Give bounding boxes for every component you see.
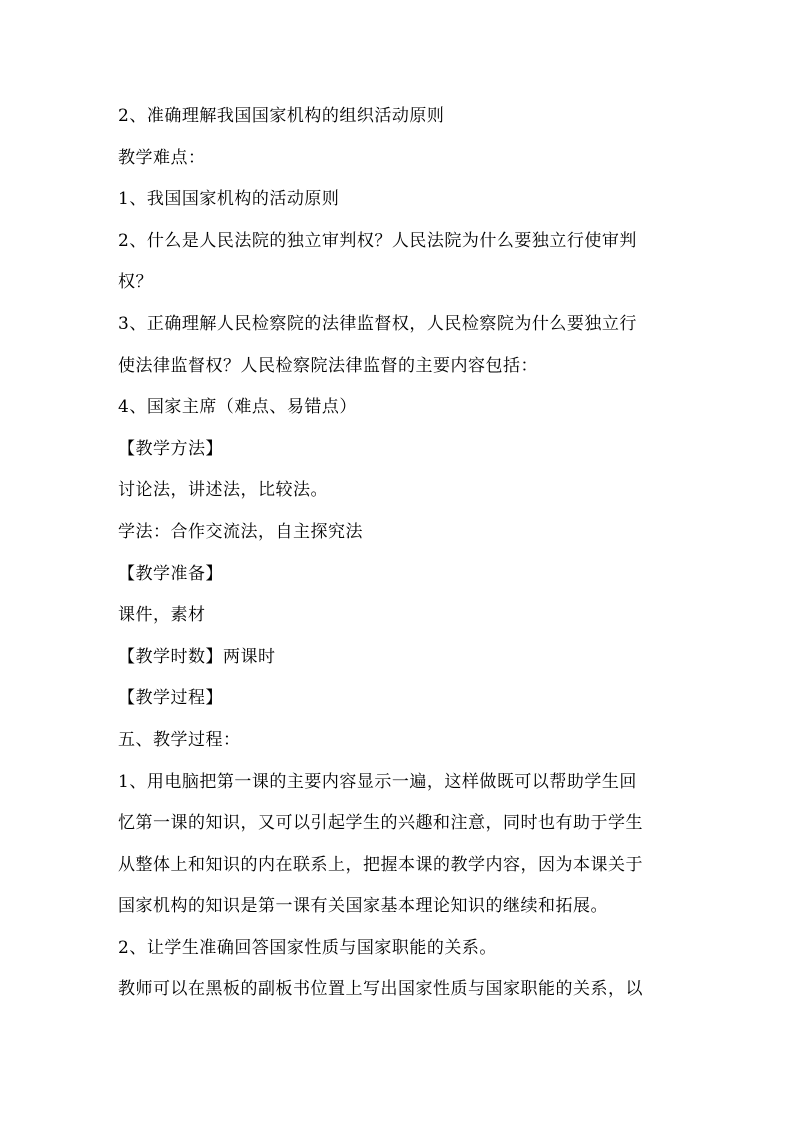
- text-line: 课件，素材: [118, 605, 206, 626]
- section-heading: 【教学过程】: [118, 688, 223, 709]
- text-line: 学法：合作交流法，自主探究法: [118, 521, 363, 542]
- text-line: 1、用电脑把第一课的主要内容显示一遍，这样做既可以帮助学生回: [118, 771, 637, 792]
- text-line: 国家机构的知识是第一课有关国家基本理论知识的继续和拓展。: [118, 896, 608, 917]
- text-line: 3、正确理解人民检察院的法律监督权，人民检察院为什么要独立行: [118, 313, 637, 334]
- text-line: 2、准确理解我国国家机构的组织活动原则: [118, 106, 445, 126]
- text-line: 从整体上和知识的内在联系上，把握本课的教学内容，因为本课关于: [118, 854, 643, 875]
- text-line: 使法律监督权？人民检察院法律监督的主要内容包括：: [118, 355, 538, 376]
- document-body: [118, 96, 678, 1011]
- text-line: 教学难点：: [118, 147, 206, 168]
- section-heading: 【教学准备】: [118, 563, 223, 584]
- text-line: 讨论法，讲述法，比较法。: [118, 480, 328, 501]
- section-heading: 【教学方法】: [118, 438, 223, 459]
- text-line: 4、国家主席（难点、易错点）: [118, 397, 357, 418]
- text-line: 1、我国国家机构的活动原则: [118, 189, 340, 210]
- text-line: 2、什么是人民法院的独立审判权？人民法院为什么要独立行使审判: [118, 230, 637, 251]
- text-line: 五、教学过程：: [118, 729, 241, 750]
- text-line: 2、让学生准确回答国家性质与国家职能的关系。: [118, 937, 497, 958]
- text-line: 忆第一课的知识，又可以引起学生的兴趣和注意，同时也有助于学生: [118, 813, 643, 834]
- section-heading: 【教学时数】两课时: [118, 646, 276, 667]
- text-line: 权？: [118, 272, 153, 293]
- text-line: 教师可以在黑板的副板书位置上写出国家性质与国家职能的关系，以: [118, 979, 643, 1000]
